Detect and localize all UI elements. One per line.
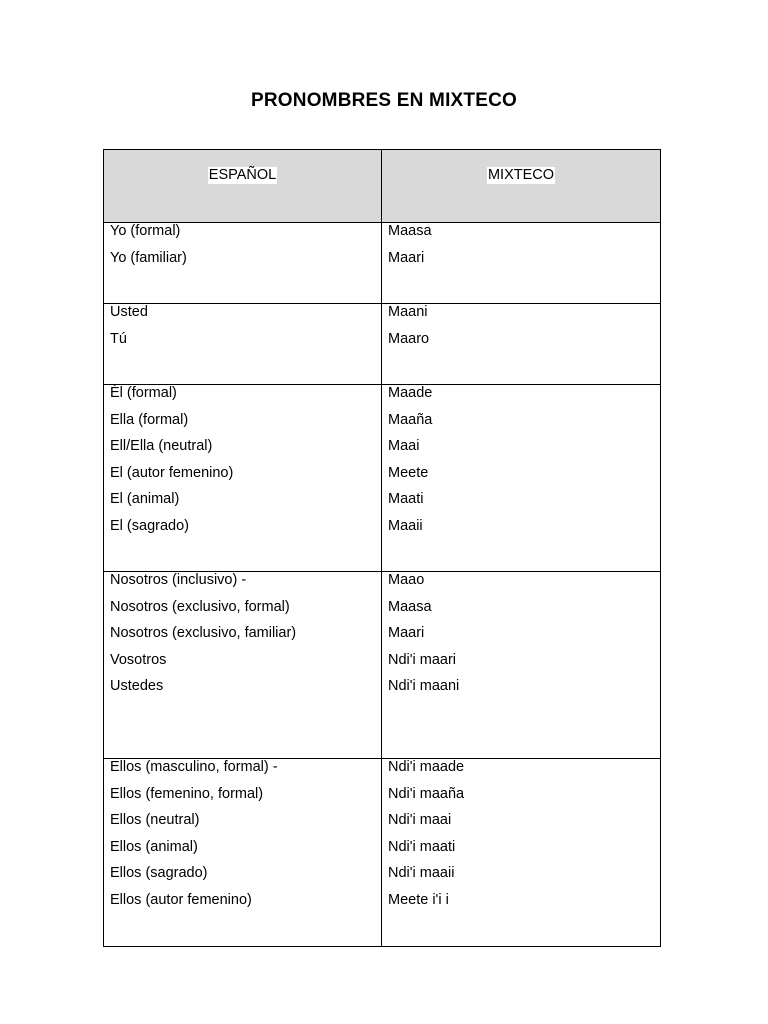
spanish-pronoun: Ellos (sagrado) [110, 865, 208, 882]
mixteco-pronoun: Ndi'i maaii [388, 865, 455, 882]
spanish-cell [104, 759, 382, 946]
mixteco-pronoun: Ndi'i maaña [388, 785, 465, 802]
mixteco-pronoun: Ndi'i maai [388, 812, 452, 829]
mixteco-pronoun: Meete [388, 464, 429, 481]
spanish-pronoun: Ella (formal) [110, 411, 189, 428]
spanish-pronoun: El (sagrado) [110, 517, 189, 534]
mixteco-pronoun: Maao [388, 572, 425, 588]
table-row-group-2 [104, 303, 660, 384]
mixteco-pronoun: Maani [388, 304, 428, 320]
pronoun-table [103, 149, 661, 947]
mixteco-cell [382, 223, 660, 303]
spanish-pronoun: Ellos (neutral) [110, 812, 200, 829]
header-label-spanish: ESPAÑOL [208, 167, 277, 183]
spanish-pronoun: Vosotros [110, 651, 167, 668]
mixteco-pronoun: Maasa [388, 598, 432, 615]
spanish-pronoun: Nosotros (exclusivo, familiar) [110, 625, 297, 642]
mixteco-pronoun: Maaña [388, 411, 433, 428]
mixteco-pronoun: Maari [388, 625, 425, 642]
mixteco-pronoun: Ndi'i maati [388, 838, 456, 855]
spanish-pronoun: Yo (formal) [110, 223, 181, 239]
mixteco-pronoun: Maaro [388, 330, 430, 347]
mixteco-pronoun: Maade [388, 385, 433, 401]
spanish-pronoun: Ellos (animal) [110, 838, 198, 855]
mixteco-pronoun: Ndi'i maari [388, 651, 457, 668]
spanish-pronoun: Nosotros (inclusivo) - [110, 572, 247, 588]
header-label-mixteco: MIXTECO [487, 167, 555, 183]
mixteco-pronoun: Maati [388, 491, 424, 508]
mixteco-cell [382, 385, 660, 571]
mixteco-pronoun: Meete i'i i [388, 891, 449, 908]
spanish-pronoun: El (autor femenino) [110, 464, 234, 481]
mixteco-pronoun: Maaii [388, 517, 423, 534]
spanish-cell [104, 385, 382, 571]
table-row-group-5 [104, 758, 660, 946]
mixteco-pronoun: Ndi'i maani [388, 678, 460, 695]
spanish-pronoun: Tú [110, 330, 127, 347]
spanish-pronoun: Ustedes [110, 678, 164, 695]
mixteco-cell [382, 304, 660, 384]
header-cell-spanish [104, 150, 382, 222]
mixteco-cell [382, 572, 660, 758]
spanish-cell [104, 304, 382, 384]
spanish-pronoun: Ellos (masculino, formal) - [110, 759, 278, 775]
spanish-cell [104, 223, 382, 303]
mixteco-pronoun: Maai [388, 438, 420, 455]
spanish-pronoun: Ellos (autor femenino) [110, 891, 252, 908]
header-cell-mixteco [382, 150, 660, 222]
spanish-pronoun: Yo (familiar) [110, 249, 187, 266]
mixteco-pronoun: Maari [388, 249, 425, 266]
spanish-pronoun: Nosotros (exclusivo, formal) [110, 598, 290, 615]
document-title: PRONOMBRES EN MIXTECO [251, 90, 517, 111]
spanish-pronoun: Ellos (femenino, formal) [110, 785, 264, 802]
table-header-row [104, 150, 660, 222]
table-row-group-3 [104, 384, 660, 571]
spanish-pronoun: Él (formal) [110, 385, 177, 401]
spanish-pronoun: Ell/Ella (neutral) [110, 438, 213, 455]
table-row-group-1 [104, 222, 660, 303]
mixteco-pronoun: Ndi'i maade [388, 759, 465, 775]
table-row-group-4 [104, 571, 660, 758]
mixteco-cell [382, 759, 660, 946]
spanish-cell [104, 572, 382, 758]
spanish-pronoun: El (animal) [110, 491, 180, 508]
spanish-pronoun: Usted [110, 304, 148, 320]
mixteco-pronoun: Maasa [388, 223, 432, 239]
